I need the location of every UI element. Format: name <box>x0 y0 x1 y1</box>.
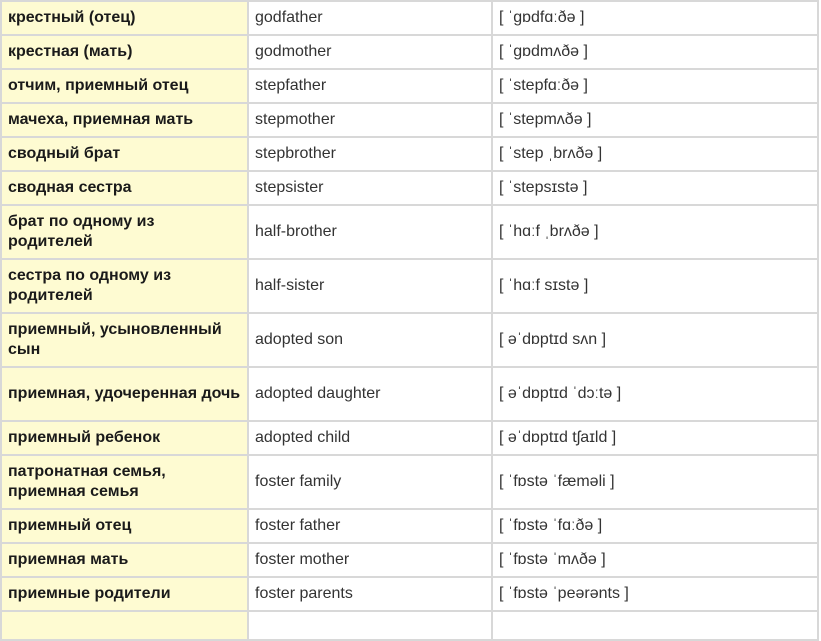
russian-term-cell: сводный брат <box>1 137 248 171</box>
russian-term-cell: сестра по одному из родителей <box>1 259 248 313</box>
russian-term-cell: крестный (отец) <box>1 1 248 35</box>
transcription-cell: [ ˈstep ˌbrʌðə ] <box>492 137 818 171</box>
russian-term-cell: приемная мать <box>1 543 248 577</box>
english-term-cell: adopted daughter <box>248 367 492 421</box>
english-term-cell: half-sister <box>248 259 492 313</box>
english-term-cell: adopted son <box>248 313 492 367</box>
english-term-cell: foster mother <box>248 543 492 577</box>
table-row <box>1 367 818 421</box>
russian-term-cell: крестная (мать) <box>1 35 248 69</box>
russian-term-cell: мачеха, приемная мать <box>1 103 248 137</box>
english-term-cell <box>248 611 492 640</box>
table-row <box>1 421 818 455</box>
table-row <box>1 35 818 69</box>
transcription-cell: [ ˈhɑːf ˌbrʌðə ] <box>492 205 818 259</box>
table-row <box>1 103 818 137</box>
russian-term-cell: приемная, удочеренная дочь <box>1 367 248 421</box>
russian-term-cell <box>1 611 248 640</box>
russian-term-cell: патронатная семья, приемная семья <box>1 455 248 509</box>
transcription-cell: [ ˈstepfɑːðə ] <box>492 69 818 103</box>
transcription-cell: [ ˈfɒstə ˈmʌðə ] <box>492 543 818 577</box>
table-row <box>1 137 818 171</box>
russian-term-cell: приемный, усыновленный сын <box>1 313 248 367</box>
english-term-cell: stepbrother <box>248 137 492 171</box>
english-term-cell: stepsister <box>248 171 492 205</box>
transcription-cell: [ ˈhɑːf sɪstə ] <box>492 259 818 313</box>
transcription-cell: [ ˈfɒstə ˈpeərənts ] <box>492 577 818 611</box>
transcription-cell: [ ˈstepmʌðə ] <box>492 103 818 137</box>
russian-term-cell: приемный ребенок <box>1 421 248 455</box>
transcription-cell: [ ˈstepsɪstə ] <box>492 171 818 205</box>
transcription-cell: [ əˈdɒptɪd sʌn ] <box>492 313 818 367</box>
english-term-cell: foster parents <box>248 577 492 611</box>
russian-term-cell: брат по одному из родителей <box>1 205 248 259</box>
transcription-cell: [ ˈfɒstə ˈfæməli ] <box>492 455 818 509</box>
table-row <box>1 543 818 577</box>
transcription-cell: [ əˈdɒptɪd ˈdɔːtə ] <box>492 367 818 421</box>
transcription-cell: [ ˈfɒstə ˈfɑːðə ] <box>492 509 818 543</box>
table-row <box>1 455 818 509</box>
transcription-cell: [ əˈdɒptɪd tʃaɪld ] <box>492 421 818 455</box>
table-row <box>1 313 818 367</box>
table-row <box>1 69 818 103</box>
english-term-cell: godfather <box>248 1 492 35</box>
table-row <box>1 171 818 205</box>
english-term-cell: stepfather <box>248 69 492 103</box>
transcription-cell: [ ˈɡɒdmʌðə ] <box>492 35 818 69</box>
table-row <box>1 259 818 313</box>
transcription-cell: [ ˈɡɒdfɑːðə ] <box>492 1 818 35</box>
table-row <box>1 577 818 611</box>
transcription-cell <box>492 611 818 640</box>
russian-term-cell: приемные родители <box>1 577 248 611</box>
table-row <box>1 509 818 543</box>
russian-term-cell: отчим, приемный отец <box>1 69 248 103</box>
table-row <box>1 1 818 35</box>
russian-term-cell: сводная сестра <box>1 171 248 205</box>
english-term-cell: half-brother <box>248 205 492 259</box>
english-term-cell: godmother <box>248 35 492 69</box>
english-term-cell: stepmother <box>248 103 492 137</box>
english-term-cell: adopted child <box>248 421 492 455</box>
table-row <box>1 205 818 259</box>
russian-term-cell: приемный отец <box>1 509 248 543</box>
english-term-cell: foster family <box>248 455 492 509</box>
table-row <box>1 611 818 640</box>
english-term-cell: foster father <box>248 509 492 543</box>
vocabulary-table-body <box>1 1 818 640</box>
